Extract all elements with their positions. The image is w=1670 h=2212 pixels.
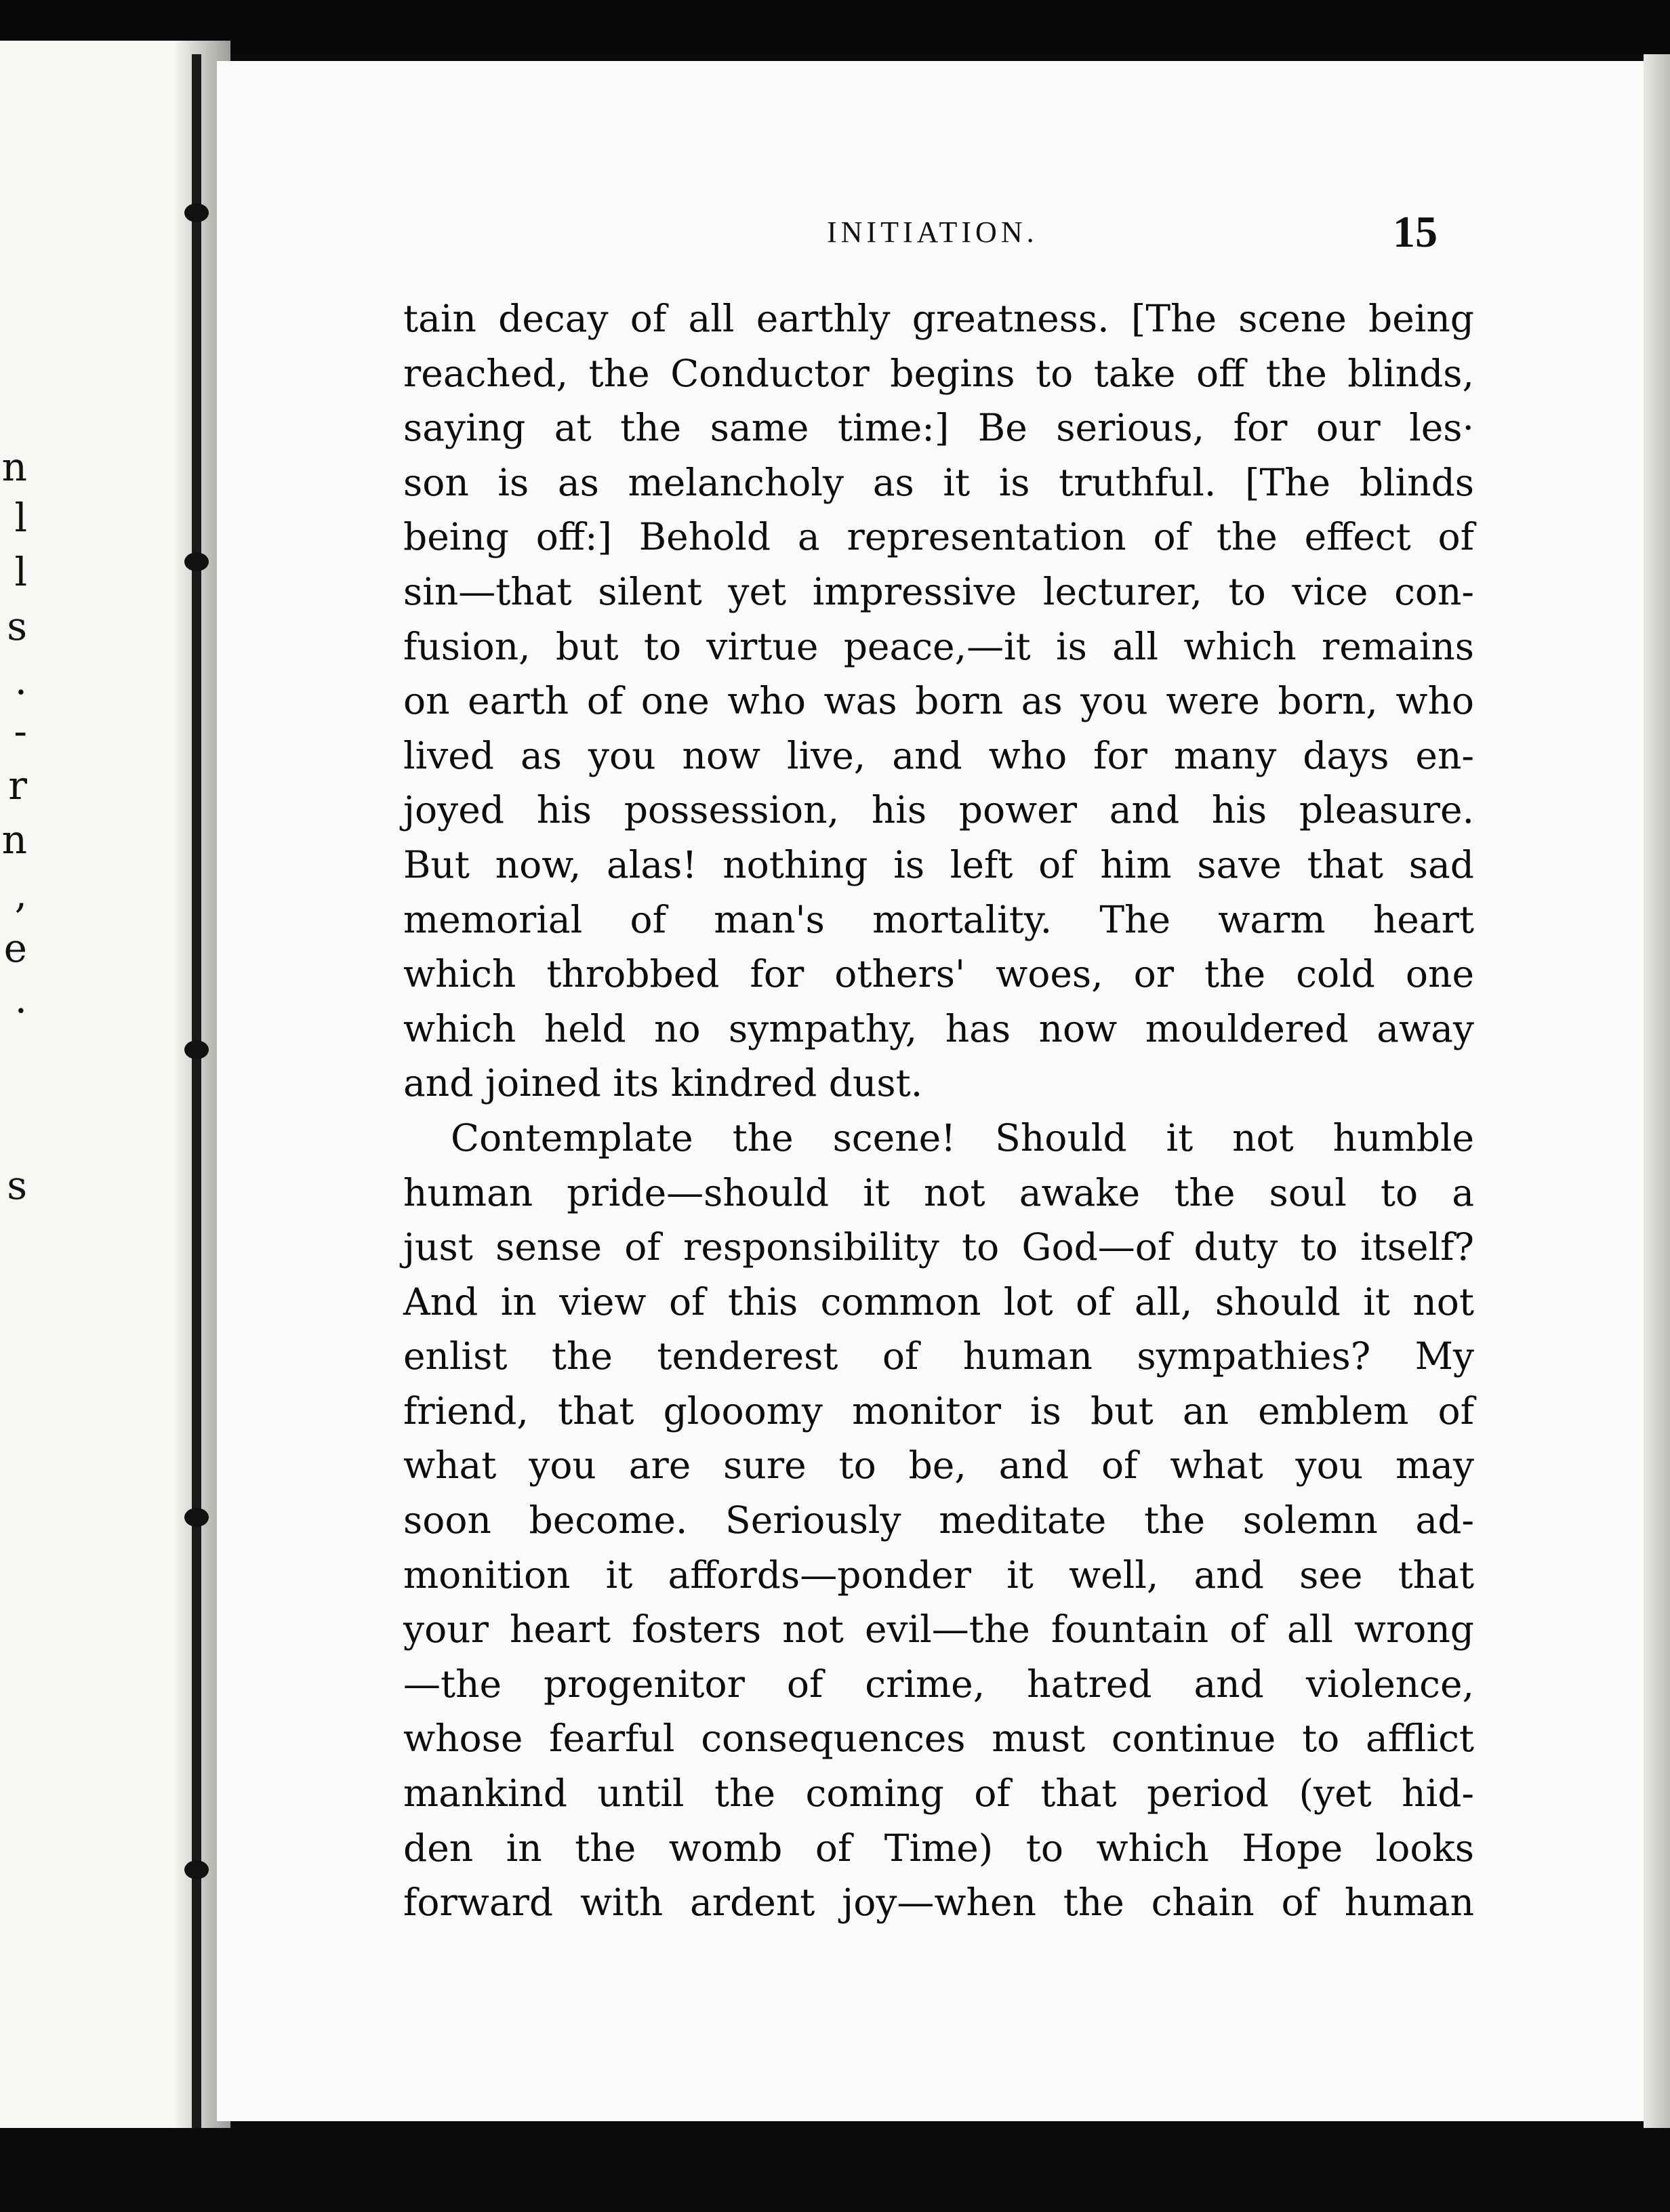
facing-page-text-fragment: . (14, 976, 27, 1022)
facing-page-text-fragment: - (14, 708, 27, 754)
facing-page-text-fragment: , (14, 871, 27, 917)
facing-page-text-fragment: s (7, 603, 27, 649)
text-line: memorial of man's mortality. The warm heart (403, 897, 1474, 941)
binding-stitch (184, 552, 209, 571)
paragraph (403, 1111, 1474, 1930)
scan-top-border (0, 0, 1670, 54)
page-body (403, 291, 1474, 1930)
text-line: fusion, but to virtue peace,—it is all which remains (403, 624, 1474, 668)
text-line: saying at the same time:] Be serious, for our les· (403, 406, 1474, 450)
binding-stitch (184, 1508, 209, 1527)
text-line: den in the womb of Time) to which Hope looks (403, 1826, 1474, 1870)
text-line: on earth of one who was born as you were born, who (403, 679, 1474, 723)
text-line: friend, that glooomy monitor is but an emblem of (403, 1389, 1474, 1433)
binding-spine (192, 54, 201, 2128)
text-line: lived as you now live, and who for many days en- (403, 733, 1474, 777)
facing-page-text-fragment: l (14, 549, 27, 595)
text-line: And in view of this common lot of all, should it not (403, 1279, 1474, 1324)
facing-page-text-fragment: r (8, 762, 27, 808)
text-line: son is as melancholy as it is truthful. [The blinds (403, 460, 1474, 504)
text-line: your heart fosters not evil—the fountain of all wrong (403, 1607, 1474, 1652)
text-line: being off:] Behold a representation of the effect of (403, 515, 1474, 559)
text-line: sin—that silent yet impressive lecturer, to vice con- (403, 569, 1474, 613)
paragraph (403, 291, 1474, 1111)
facing-page-edge (0, 41, 203, 2128)
text-line: —the progenitor of crime, hatred and violence, (403, 1662, 1474, 1706)
text-line: tain decay of all earthly greatness. [The scene being (403, 297, 1474, 340)
facing-page-text-fragment: n (1, 444, 27, 490)
text-line: reached, the Conductor begins to take off the blinds, (403, 351, 1474, 395)
facing-page-text-fragment: l (14, 495, 27, 541)
running-head: INITIATION. (827, 216, 1038, 249)
text-line: enlist the tenderest of human sympathies? My (403, 1334, 1474, 1378)
text-line: forward with ardent joy—when the chain of human (403, 1881, 1474, 1925)
page-right-edge (1644, 54, 1670, 2128)
facing-page-text-fragment: e (3, 925, 27, 971)
text-line: whose fearful consequences must continue to afflict (403, 1717, 1474, 1761)
text-line: Contemplate the scene! Should it not humble (451, 1115, 1474, 1160)
text-line: human pride—should it not awake the soul to a (403, 1170, 1474, 1214)
binding-stitch (184, 203, 209, 222)
scan-bottom-border (0, 2128, 1670, 2212)
page-number: 15 (1393, 207, 1438, 257)
text-line: joyed his possession, his power and his pleasure. (403, 788, 1474, 832)
binding-stitch (184, 1040, 209, 1059)
text-line: what you are sure to be, and of what you may (403, 1443, 1474, 1488)
facing-page-text-fragment: n (1, 817, 27, 863)
text-line: mankind until the coming of that period (yet hid- (403, 1771, 1474, 1816)
text-line: just sense of responsibility to God—of duty to itself? (403, 1225, 1474, 1269)
text-line: which held no sympathy, has now mouldered away (403, 1006, 1474, 1050)
text-line: But now, alas! nothing is left of him save that sad (403, 842, 1474, 886)
facing-page-text-fragment: s (7, 1162, 27, 1208)
text-line: monition it affords—ponder it well, and see that (403, 1553, 1474, 1597)
facing-page-text-fragment: . (14, 657, 27, 703)
binding-stitch (184, 1860, 209, 1879)
text-line: and joined its kindred dust. (403, 1061, 923, 1105)
text-line: soon become. Seriously meditate the solemn ad- (403, 1498, 1474, 1542)
text-line: which throbbed for others' woes, or the cold one (403, 952, 1474, 996)
page-header (403, 207, 1488, 261)
